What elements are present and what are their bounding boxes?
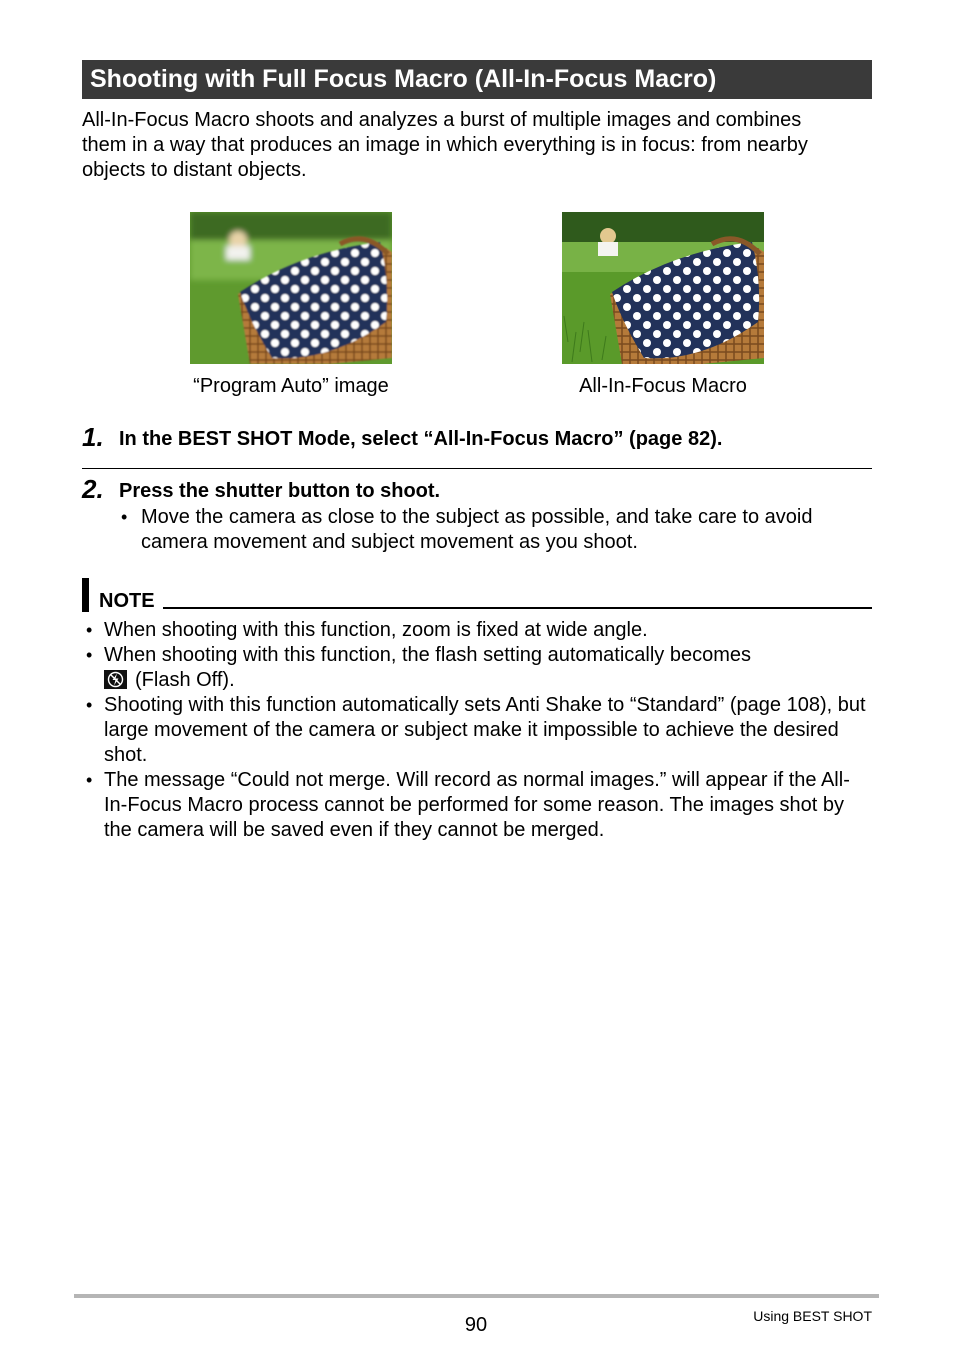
bullet-text: Move the camera as close to the subject as possible, and take care to avoid camera movement and subject movement as you shoot.: [141, 506, 813, 553]
intro-paragraph: [82, 108, 872, 183]
footer-rule: [74, 1294, 879, 1298]
note-text: When shooting with this function, zoom is fixed at wide angle.: [104, 619, 648, 641]
intro-line: them in a way that produces an image in which everything is in focus: from nearby: [82, 134, 808, 156]
note-bar: [82, 578, 89, 612]
intro-line: objects to distant objects.: [82, 159, 307, 181]
note-label: NOTE: [99, 590, 155, 612]
note-text: (Flash Off).: [135, 669, 235, 691]
bullet-dot: •: [86, 620, 93, 640]
footer-section-name: Using BEST SHOT: [753, 1308, 872, 1324]
bullet-dot: •: [86, 695, 93, 715]
note-text: When shooting with this function, the flash setting automatically becomes: [104, 644, 752, 666]
intro-line: All-In-Focus Macro shoots and analyzes a burst of multiple images and combines: [82, 109, 802, 131]
flash-off-icon: [104, 670, 127, 689]
note-text: The message “Could not merge. Will record as normal images.” will appear if the All-In-Focus Macro process cannot be performed for some reason. The images shot by the camera will be saved even if they cannot be merged.: [104, 769, 850, 841]
step-number: 1.: [82, 422, 104, 452]
bullet-dot: •: [121, 507, 128, 527]
step-2-bullet: [121, 505, 861, 555]
note-list: [82, 618, 872, 843]
step-text: Press the shutter button to shoot.: [119, 480, 441, 502]
step-divider: [82, 468, 872, 469]
all-in-focus-photo: [562, 212, 764, 364]
section-title: Shooting with Full Focus Macro (All-In-Focus Macro): [82, 60, 872, 99]
all-in-focus-caption: All-In-Focus Macro: [579, 375, 747, 397]
note-item: [82, 643, 872, 693]
program-auto-caption: “Program Auto” image: [193, 375, 389, 397]
step-text: In the BEST SHOT Mode, select “All-In-Focus Macro” (page 82).: [119, 428, 723, 450]
note-text: Shooting with this function automatically sets Anti Shake to “Standard” (page 108), but large movement of the camera or subject make it impossible to achieve the desired shot.: [104, 694, 866, 766]
note-rule: [163, 607, 872, 609]
page-number: 90: [464, 1314, 488, 1336]
step-number: 2.: [82, 474, 104, 504]
bullet-dot: •: [86, 645, 93, 665]
bullet-dot: •: [86, 770, 93, 790]
note-item: [82, 768, 872, 843]
note-item: [82, 693, 872, 768]
program-auto-photo: [190, 212, 392, 364]
note-item: [82, 618, 872, 643]
